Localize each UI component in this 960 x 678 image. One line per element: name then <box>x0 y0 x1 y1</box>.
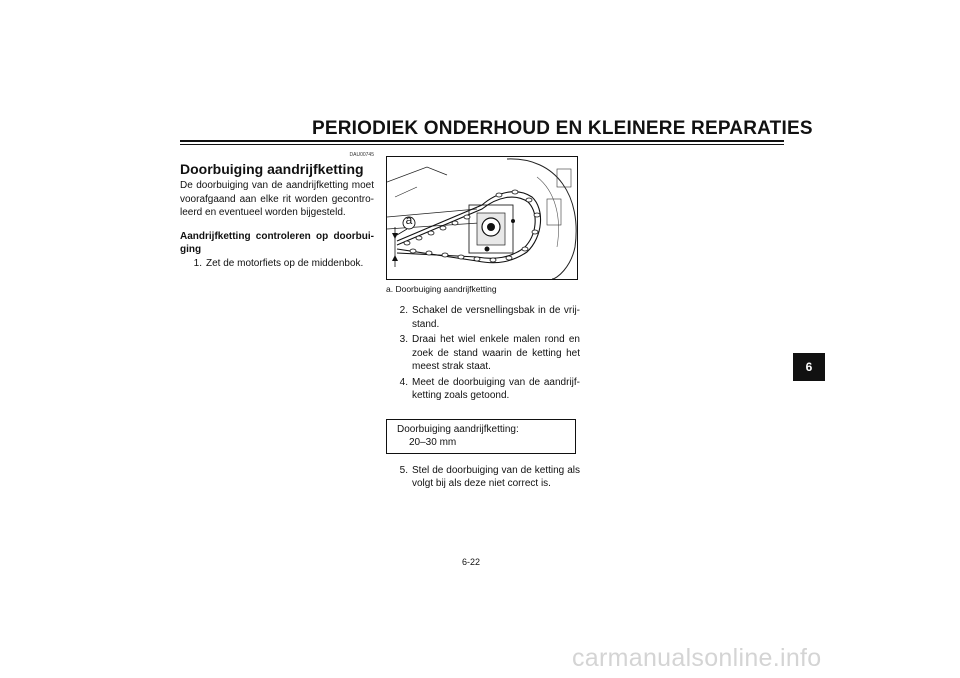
figure-callout-label: a <box>405 213 413 227</box>
header-rule-thin <box>180 144 784 145</box>
chain-illustration <box>387 157 577 279</box>
step-text: Stel de doorbuiging van de ketting als volgt bij als deze niet correct is. <box>412 464 580 489</box>
watermark: carmanualsonline.info <box>572 644 822 672</box>
step-number: 1. <box>193 257 202 269</box>
header-rule <box>180 140 784 142</box>
step-item <box>386 304 580 331</box>
section-title: Doorbuiging aandrijfketting <box>180 161 364 177</box>
step-item <box>386 376 580 403</box>
step-number: 3. <box>399 334 408 345</box>
step-item <box>386 464 580 491</box>
step-text: Schakel de versnellingsbak in de vrij-stand. <box>412 305 580 330</box>
page-number: 6-22 <box>462 557 481 567</box>
spec-box <box>386 419 576 454</box>
step-text: Draai het wiel enkele malen rond en zoek de stand waarin de ketting het meest strak staat. <box>412 334 580 372</box>
chapter-tab: 6 <box>793 353 825 381</box>
intro-paragraph: De doorbuiging van de aandrijfketting moet voorafgaand aan elke rit worden gecontro-leerd en eventueel worden bijgesteld. <box>180 180 374 218</box>
page-header-title: PERIODIEK ONDERHOUD EN KLEINERE REPARATIES <box>312 118 813 139</box>
document-code: DAU00745 <box>349 152 374 158</box>
step-item <box>180 257 374 271</box>
sub-heading: Aandrijfketting controleren op doorbui-ging <box>180 230 374 255</box>
step-number: 2. <box>399 305 408 316</box>
spec-value: 20–30 mm <box>409 436 457 448</box>
step-text: Zet de motorfiets op de middenbok. <box>206 257 364 269</box>
chain-slack-figure <box>386 156 578 280</box>
step-number: 5. <box>399 464 408 476</box>
step-number: 4. <box>399 376 408 388</box>
step-text: Meet de doorbuiging van de aandrijf-ketting zoals getoond. <box>412 376 580 401</box>
step-item <box>386 333 580 374</box>
right-column <box>386 156 580 493</box>
spec-label: Doorbuiging aandrijfketting: <box>397 423 519 435</box>
left-column <box>180 152 374 270</box>
figure-caption: a. Doorbuiging aandrijfketting <box>386 284 497 294</box>
